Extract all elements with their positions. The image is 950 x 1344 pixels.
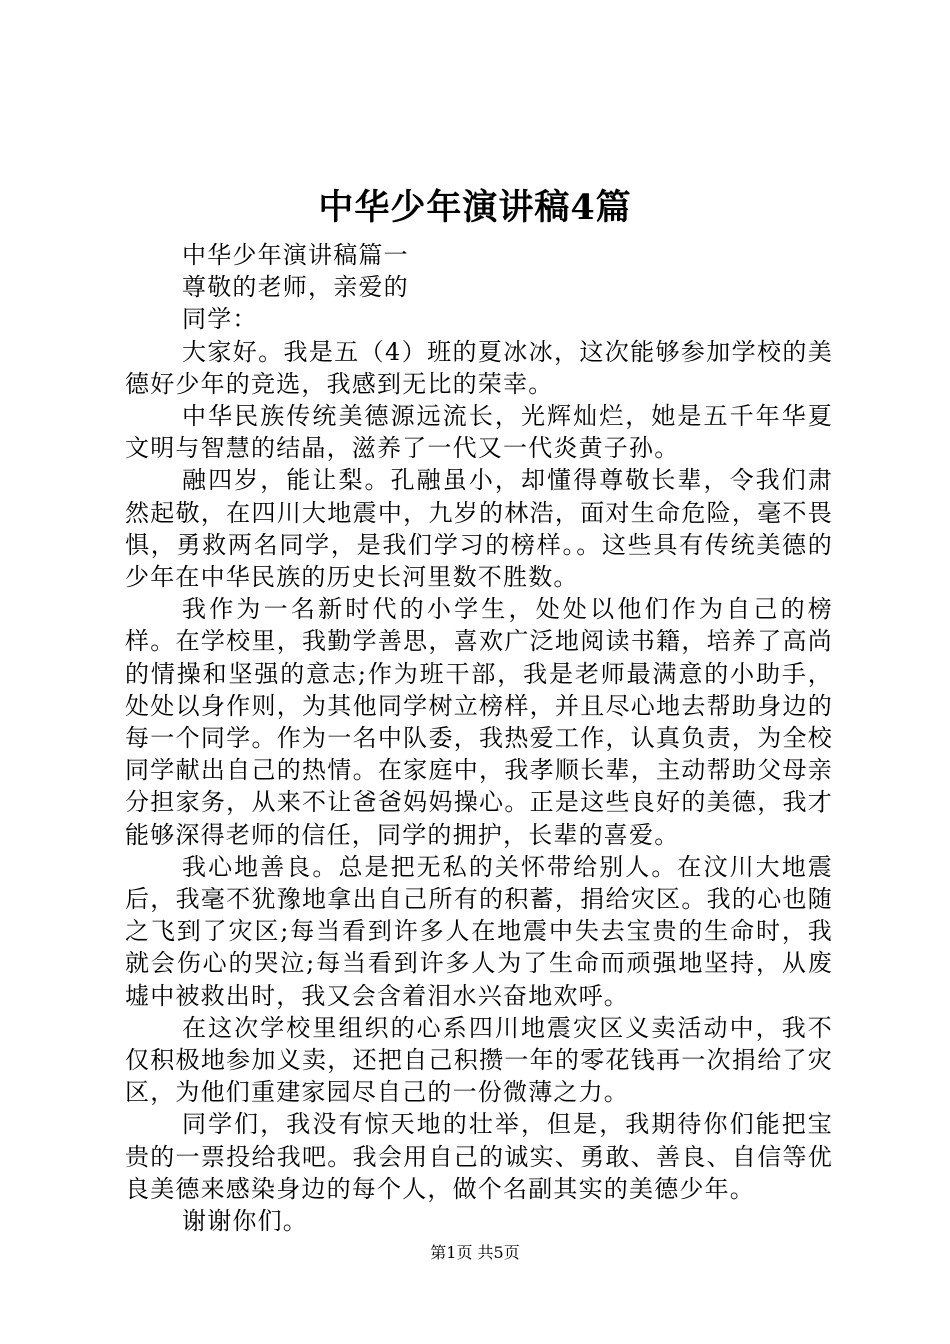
- paragraph-heading: 中华少年演讲稿篇一: [182, 241, 409, 269]
- paragraph-closing: 谢谢你们。: [182, 1207, 308, 1236]
- paragraph: 我心地善良。总是把无私的关怀带给别人。在汶川大地震后，我毫不犹豫地拿出自己所有的积蓄，捐给灾区。我的心也随之飞到了灾区;每当看到许多人在地震中失去宝贵的生命时，我就会伤心的哭泣;每当看到许多人为了生命而顽强地坚持，从废墟中被救出时，我又会含着泪水兴奋地欢呼。: [125, 852, 833, 1010]
- document-title: 中华少年演讲稿4篇: [318, 187, 632, 228]
- paragraph: 融四岁，能让梨。孔融虽小，却懂得尊敬长辈，令我们肃然起敬，在四川大地震中，九岁的林浩，面对生命危险，毫不畏惧，勇救两名同学，是我们学习的榜样。。这些具有传统美德的少年在中华民族的历史长河里数不胜数。: [125, 466, 833, 592]
- paragraph-salutation-cont: 同学：: [182, 305, 258, 334]
- paragraph: 我作为一名新时代的小学生，处处以他们作为自己的榜样。在学校里，我勤学善思，喜欢广泛地阅读书籍，培养了高尚的情操和坚强的意志;作为班干部，我是老师最满意的小助手，处处以身作则，为其他同学树立榜样，并且尽心地去帮助身边的每一个同学。作为一名中队委，我热爱工作，认真负责，为全校同学献出自己的热情。在家庭中，我孝顺长辈，主动帮助父母亲分担家务，从来不让爸爸妈妈操心。正是这些良好的美德，我才能够深得老师的信任，同学的拥护，长辈的喜爱。: [125, 595, 833, 849]
- paragraph-salutation: 尊敬的老师，亲爱的: [182, 273, 409, 302]
- paragraph: 在这次学校里组织的心系四川地震灾区义卖活动中，我不仅积极地参加义卖，还把自己积攒一年的零花钱再一次捐给了灾区，为他们重建家园尽自己的一份微薄之力。: [125, 1013, 833, 1107]
- page-number-footer: 第1页 共5页: [430, 1243, 520, 1262]
- document-body: [125, 239, 833, 1237]
- paragraph: 大家好。我是五（4）班的夏冰冰，这次能够参加学校的美德好少年的竞选，我感到无比的荣幸。: [125, 337, 833, 398]
- paragraph: 同学们，我没有惊天地的壮举，但是，我期待你们能把宝贵的一票投给我吧。我会用自己的诚实、勇敢、善良、自信等优良美德来感染身边的每个人，做个名副其实的美德少年。: [125, 1110, 833, 1203]
- paragraph: 中华民族传统美德源远流长，光辉灿烂，她是五千年华夏文明与智慧的结晶，滋养了一代又一代炎黄子孙。: [125, 402, 833, 463]
